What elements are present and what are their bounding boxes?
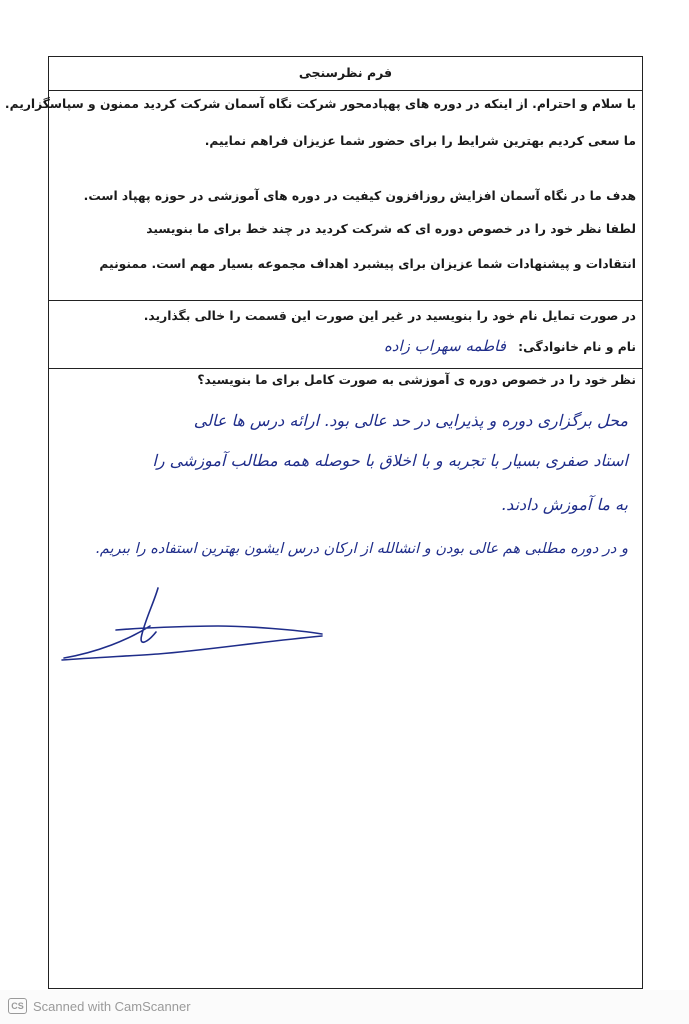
opinion-question: نظر خود را در خصوص دوره ی آموزشی به صورت کامل برای ما بنویسید؟ bbox=[197, 373, 636, 387]
handwritten-line: استاد صفری بسیار با تجربه و با اخلاق با حوصله همه مطالب آموزشی را bbox=[152, 451, 628, 470]
name-section bbox=[49, 301, 642, 369]
intro-line: انتقادات و پیشنهادات شما عزیزان برای پیشبرد اهداف مجموعه بسیار مهم است. ممنونیم bbox=[99, 257, 636, 271]
name-instruction: در صورت تمایل نام خود را بنویسید در غیر این صورت این قسمت را خالی بگذارید. bbox=[143, 309, 636, 323]
name-label: نام و نام خانوادگی: bbox=[518, 340, 636, 354]
scanner-text: Scanned with CamScanner bbox=[33, 998, 191, 1014]
intro-line: لطفا نظر خود را در خصوص دوره ای که شرکت کردید در چند خط برای ما بنویسید bbox=[146, 222, 636, 236]
handwritten-line: و در دوره مطلبی هم عالی بودن و انشالله از ارکان درس ایشون بهترین استفاده را ببریم. bbox=[95, 541, 628, 557]
intro-line: هدف ما در نگاه آسمان افزایش روزافزون کیفیت در دوره های آموزشی در حوزه پهپاد است. bbox=[83, 189, 636, 203]
scanner-footer bbox=[8, 996, 191, 1016]
form-title: فرم نظرسنجی bbox=[298, 65, 393, 80]
name-field bbox=[384, 337, 636, 355]
intro-line: با سلام و احترام. از اینکه در دوره های پهپادمحور شرکت نگاه آسمان شرکت کردید ممنون و سپاسگزاریم. bbox=[4, 97, 636, 111]
intro-section bbox=[4, 91, 642, 301]
signature-mark bbox=[58, 582, 328, 692]
form-title-row bbox=[49, 57, 642, 91]
name-value: فاطمه سهراب زاده bbox=[383, 337, 506, 355]
camscanner-logo-icon: CS bbox=[8, 998, 27, 1014]
handwritten-line: محل برگزاری دوره و پذیرایی در حد عالی بود. ارائه درس ها عالی bbox=[193, 411, 628, 430]
handwritten-line: به ما آموزش دادند. bbox=[501, 495, 628, 514]
form-frame bbox=[4, 56, 643, 989]
intro-line: ما سعی کردیم بهترین شرایط را برای حضور شما عزیزان فراهم نماییم. bbox=[204, 134, 636, 148]
